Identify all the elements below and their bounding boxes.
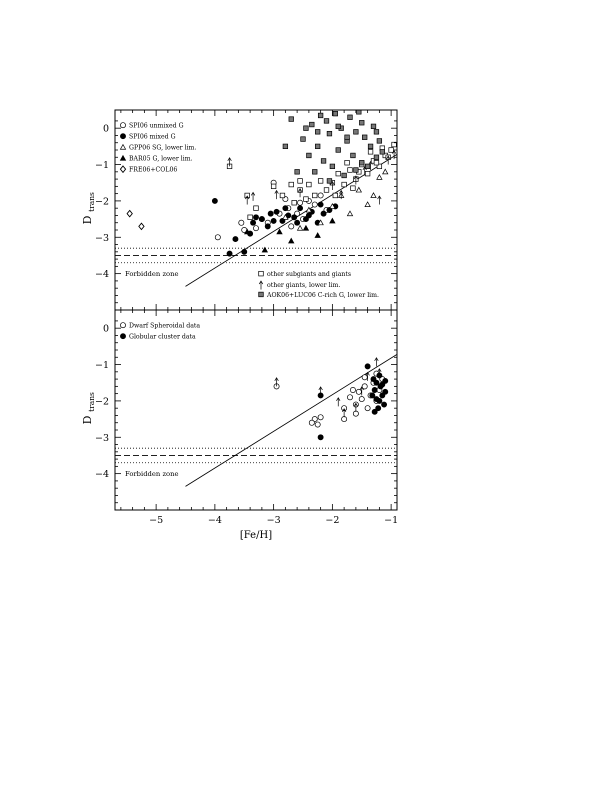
data-point (351, 186, 356, 191)
y-tick-label: −2 (94, 196, 109, 208)
y-tick-label: −2 (94, 396, 109, 408)
data-points (127, 110, 396, 257)
data-point (315, 144, 320, 149)
svg-text:trans: trans (87, 392, 96, 412)
data-point (303, 226, 308, 231)
legend-label: FRE06+COL06 (129, 166, 178, 174)
data-point (312, 193, 317, 198)
y-tick-label: 0 (102, 323, 109, 335)
data-point (321, 211, 326, 216)
data-point (327, 179, 332, 184)
legend-symbol (120, 334, 125, 339)
data-point (381, 402, 386, 407)
data-point (321, 159, 326, 164)
data-point (239, 220, 244, 225)
data-point (333, 111, 338, 116)
data-point (345, 135, 350, 140)
data-point (374, 160, 379, 165)
y-tick-label: −3 (94, 232, 109, 244)
data-point (374, 155, 379, 160)
y-tick-label: −4 (94, 269, 109, 281)
data-point (265, 224, 270, 229)
y-tick-label: −4 (94, 469, 109, 481)
data-point (254, 206, 259, 211)
x-axis-label: [Fe/H] (239, 530, 273, 541)
data-point (342, 173, 347, 178)
data-point (374, 380, 379, 385)
data-point (253, 215, 258, 220)
data-point (292, 200, 297, 205)
data-point (377, 175, 382, 180)
data-point (268, 211, 273, 216)
legend-label: BAR05 G, lower lim. (129, 155, 193, 163)
data-point (336, 398, 340, 407)
y-tick-label: 0 (102, 123, 109, 135)
data-point (271, 218, 276, 223)
data-point (312, 202, 317, 207)
data-point (289, 182, 294, 187)
data-point (297, 200, 302, 205)
top-panel (81, 110, 397, 310)
data-point (242, 249, 247, 254)
data-point (330, 164, 335, 169)
data-point (368, 144, 373, 149)
data-point (342, 182, 347, 187)
legend-symbol (120, 156, 125, 161)
data-point (283, 144, 288, 149)
data-point (336, 148, 341, 153)
data-point (359, 120, 364, 125)
data-point (327, 131, 332, 136)
data-point (312, 170, 317, 175)
legend-symbol (120, 123, 125, 128)
data-point (359, 396, 364, 401)
legend-symbol (120, 166, 125, 172)
legend-symbol (259, 281, 263, 290)
data-point (292, 215, 297, 220)
data-point (359, 160, 364, 165)
data-point (324, 188, 329, 193)
legend-symbol (120, 323, 125, 328)
data-point (362, 375, 367, 380)
y-tick-label: −1 (94, 160, 109, 172)
data-point (318, 202, 323, 207)
data-point (271, 184, 276, 189)
y-tick-label: −3 (94, 432, 109, 444)
svg-text:trans: trans (87, 192, 96, 212)
data-point (283, 206, 288, 211)
data-point (336, 171, 341, 176)
data-point (259, 216, 264, 221)
data-point (233, 236, 238, 241)
data-point (365, 364, 370, 369)
data-point (315, 422, 320, 427)
data-point (295, 170, 300, 175)
data-point (351, 153, 356, 158)
data-point (383, 169, 388, 174)
legend-label: SPI06 mixed G (129, 133, 176, 141)
data-point (215, 235, 220, 240)
data-point (333, 193, 338, 198)
data-point (212, 198, 217, 203)
x-tick-label: −4 (207, 515, 222, 526)
data-point (127, 210, 132, 216)
data-point (304, 126, 309, 131)
legend-label: other subgiants and giants (267, 271, 352, 279)
data-point (250, 220, 255, 225)
svg-text:D: D (81, 215, 94, 225)
x-tick-label: −3 (266, 515, 281, 526)
legend-symbol (259, 271, 264, 276)
data-points (274, 358, 388, 440)
data-point (371, 124, 376, 129)
bottom-panel (81, 310, 398, 541)
x-tick-label: −1 (384, 515, 399, 526)
data-point (389, 148, 394, 153)
data-point (365, 406, 370, 411)
legend-label: GPP06 SG, lower lim. (129, 144, 197, 152)
data-point (297, 206, 302, 211)
legend-label: AOK06+LUC06 C-rich G, lower lim. (267, 291, 379, 299)
data-point (304, 197, 309, 202)
y-axis-label (81, 392, 96, 424)
data-point (324, 119, 329, 124)
data-point (365, 202, 370, 207)
data-point (347, 211, 352, 216)
data-point (289, 238, 294, 243)
legend-label: SPI06 unmixed G (129, 122, 184, 130)
legend-label: Dwarf Spheroidal data (129, 322, 201, 330)
data-point (310, 122, 315, 127)
forbidden-zone-label: Forbidden zone (125, 470, 179, 479)
data-point (371, 193, 376, 198)
data-point (378, 196, 382, 205)
data-point (318, 415, 323, 420)
data-point (248, 215, 253, 220)
data-point (227, 251, 232, 256)
data-point (139, 223, 144, 229)
data-point (318, 179, 323, 184)
data-point (274, 209, 279, 214)
data-point (370, 393, 375, 398)
data-point (318, 193, 323, 198)
data-point (347, 395, 352, 400)
data-point (372, 409, 377, 414)
forbidden-zone-label: Forbidden zone (125, 270, 179, 279)
y-tick-label: −1 (94, 360, 109, 372)
data-point (289, 224, 294, 229)
data-point (275, 191, 279, 200)
data-point (336, 124, 341, 129)
data-point (306, 213, 311, 218)
data-point (307, 182, 312, 187)
data-point (354, 130, 359, 135)
data-point (362, 135, 367, 140)
data-point (368, 150, 373, 155)
legend-label: Globular cluster data (129, 333, 196, 341)
data-point (354, 168, 359, 173)
data-point (298, 179, 303, 184)
data-point (380, 150, 385, 155)
data-point (380, 382, 385, 387)
legend-label: other giants, lower lim. (267, 282, 341, 290)
data-point (318, 435, 323, 440)
data-point (307, 153, 312, 158)
data-point (315, 233, 320, 238)
svg-text:D: D (81, 415, 94, 425)
data-point (356, 187, 361, 192)
data-point (251, 192, 255, 201)
data-point (383, 389, 388, 394)
data-point (348, 168, 353, 173)
data-point (301, 137, 306, 142)
data-point (374, 130, 379, 135)
data-point (309, 420, 314, 425)
data-point (295, 220, 300, 225)
data-point (377, 139, 382, 144)
fit-line (186, 354, 398, 486)
data-point (315, 130, 320, 135)
y-axis-label (81, 192, 96, 224)
data-point (377, 398, 382, 403)
data-point (356, 389, 361, 394)
data-point (277, 229, 282, 234)
x-tick-label: −2 (325, 515, 340, 526)
data-point (253, 226, 258, 231)
data-point (348, 115, 353, 120)
data-point (375, 358, 379, 367)
x-tick-label: −5 (149, 515, 164, 526)
legend-symbol (259, 292, 264, 297)
data-point (345, 160, 350, 165)
data-point (330, 218, 335, 223)
data-point (289, 117, 294, 122)
data-point (318, 113, 323, 118)
data-point (280, 193, 285, 198)
legend-symbol (120, 145, 125, 150)
data-point (350, 387, 355, 392)
data-point (372, 387, 377, 392)
data-point (297, 226, 302, 231)
data-point (365, 164, 370, 169)
data-point (365, 171, 370, 176)
legend-symbol (120, 134, 125, 139)
